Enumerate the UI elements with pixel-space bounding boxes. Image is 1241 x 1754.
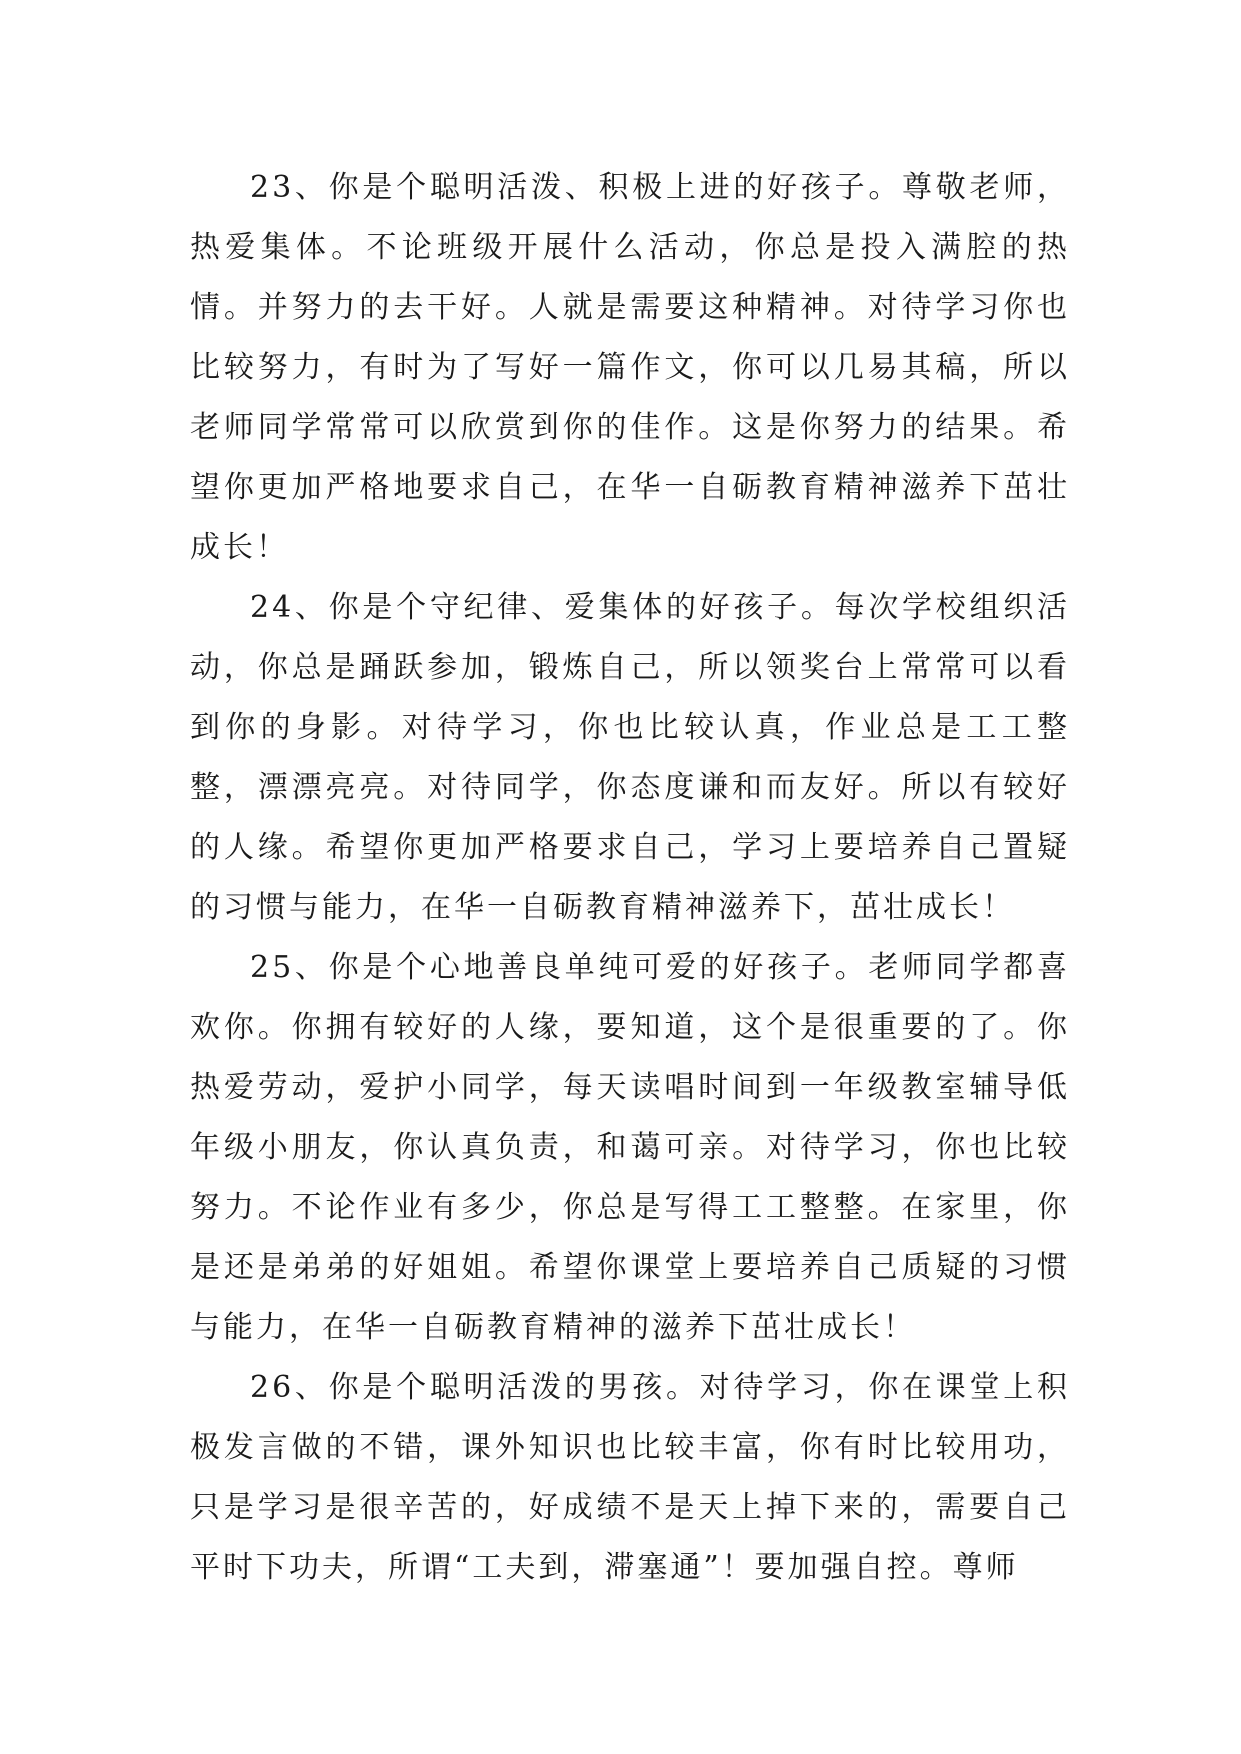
- document-body: [190, 158, 1070, 1598]
- paragraph-24: 24、你是个守纪律、爱集体的好孩子。每次学校组织活动，你总是踊跃参加，锻炼自己，所以领奖台上常常可以看到你的身影。对待学习，你也比较认真，作业总是工工整整，漂漂亮亮。对待同学，你态度谦和而友好。所以有较好的人缘。希望你更加严格要求自己，学习上要培养自己置疑的习惯与能力，在华一自砺教育精神滋养下，茁壮成长！: [190, 590, 1070, 925]
- paragraph-25: 25、你是个心地善良单纯可爱的好孩子。老师同学都喜欢你。你拥有较好的人缘，要知道，这个是很重要的了。你热爱劳动，爱护小同学，每天读唱时间到一年级教室辅导低年级小朋友，你认真负责，和蔼可亲。对待学习，你也比较努力。不论作业有多少，你总是写得工工整整。在家里，你是还是弟弟的好姐姐。希望你课堂上要培养自己质疑的习惯与能力，在华一自砺教育精神的滋养下茁壮成长！: [190, 950, 1070, 1345]
- paragraph-23: 23、你是个聪明活泼、积极上进的好孩子。尊敬老师，热爱集体。不论班级开展什么活动，你总是投入满腔的热情。并努力的去干好。人就是需要这种精神。对待学习你也比较努力，有时为了写好一篇作文，你可以几易其稿，所以老师同学常常可以欣赏到你的佳作。这是你努力的结果。希望你更加严格地要求自己，在华一自砺教育精神滋养下茁壮成长！: [190, 170, 1070, 565]
- paragraph-26: 26、你是个聪明活泼的男孩。对待学习，你在课堂上积极发言做的不错，课外知识也比较丰富，你有时比较用功，只是学习是很辛苦的，好成绩不是天上掉下来的，需要自己平时下功夫，所谓“工夫到，滞塞通”！要加强自控。尊师: [190, 1370, 1070, 1585]
